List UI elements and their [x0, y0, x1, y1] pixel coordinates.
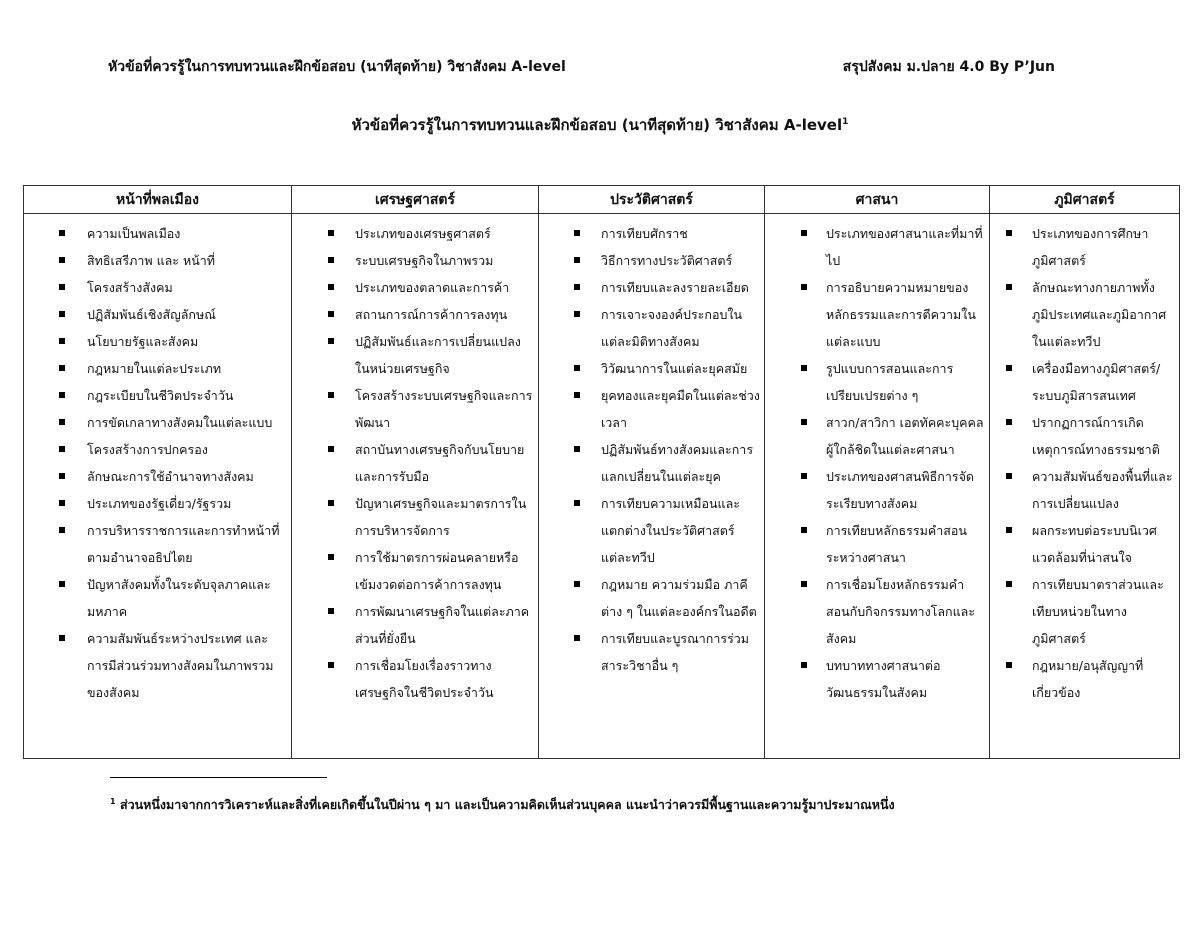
list-item: [765, 463, 985, 517]
list-item-text: การเทียบความเหมือนและแตกต่างในประวัติศาสตร์แต่ละทวีป: [601, 496, 740, 565]
list-item-text: ผลกระทบต่อระบบนิเวศแวดล้อมที่น่าสนใจ: [1032, 523, 1157, 565]
list-item: [24, 355, 287, 382]
list-item: [539, 220, 760, 247]
bullet-icon: [59, 527, 65, 533]
list-item: [539, 625, 760, 679]
list-item: [539, 301, 760, 355]
list-item: [292, 301, 534, 328]
bullet-icon: [1006, 527, 1012, 533]
list-item: [990, 220, 1175, 274]
list-item-text: การเชื่อมโยงหลักธรรมคำสอนกับกิจกรรมทางโลกและสังคม: [826, 577, 976, 646]
running-header-right: สรุปสังคม ม.ปลาย 4.0 By P’Jun: [842, 59, 1055, 75]
list-item-text: การบริหารราชการและการทำหน้าที่ตามอำนาจอธิปไตย: [87, 523, 280, 565]
list-item-text: ลักษณะการใช้อำนาจทางสังคม: [87, 469, 254, 484]
bullet-icon: [59, 365, 65, 371]
bullet-icon: [328, 446, 334, 452]
list-item: [765, 274, 985, 355]
list-item-text: นโยบายรัฐและสังคม: [87, 334, 199, 349]
list-item: [765, 355, 985, 409]
list-item-text: การอธิบายความหมายของหลักธรรมและการตีความในแต่ละแบบ: [826, 280, 976, 349]
bullet-icon: [328, 338, 334, 344]
document-title-text: หัวข้อที่ควรรู้ในการทบทวนและฝึกข้อสอบ (นาทีสุดท้าย) วิชาสังคม A-level: [351, 116, 843, 134]
list-item-text: ประเภทของศาสนาและที่มาที่ไป: [826, 226, 983, 268]
bullet-icon: [1006, 419, 1012, 425]
list-item-text: ปัญหาเศรษฐกิจและมาตรการในการบริหารจัดการ: [355, 496, 527, 538]
bullet-icon: [328, 662, 334, 668]
list-item-text: การเทียบและบูรณาการร่วมสาระวิชาอื่น ๆ: [601, 631, 750, 673]
list-item: [24, 274, 287, 301]
bullet-icon: [59, 311, 65, 317]
list-item-text: โครงสร้างการปกครอง: [87, 442, 208, 457]
list-item: [24, 625, 287, 706]
bullet-icon: [328, 500, 334, 506]
list-item: [24, 517, 287, 571]
list-item: [990, 274, 1175, 355]
list-item-text: ปฏิสัมพันธ์ทางสังคมและการแลกเปลี่ยนในแต่ละยุค: [601, 442, 754, 484]
running-header-left: หัวข้อที่ควรรู้ในการทบทวนและฝึกข้อสอบ (นาทีสุดท้าย) วิชาสังคม A-level: [108, 59, 566, 75]
bullet-icon: [574, 230, 580, 236]
list-item-text: วิวัฒนาการในแต่ละยุคสมัย: [601, 361, 748, 376]
list-item-text: การใช้มาตรการผ่อนคลายหรือเข้มงวดต่อการค้าการลงทุน: [355, 550, 519, 592]
table-header-row: [24, 186, 1180, 214]
topic-list-economics: [292, 220, 534, 706]
column-header-geography: ภูมิศาสตร์: [990, 186, 1180, 214]
list-item-text: โครงสร้างระบบเศรษฐกิจและการพัฒนา: [355, 388, 533, 430]
list-item: [292, 328, 534, 382]
list-item: [539, 382, 760, 436]
column-cell-civics: [24, 214, 292, 759]
table-body-row: [24, 214, 1180, 759]
list-item: [292, 247, 534, 274]
bullet-icon: [1006, 662, 1012, 668]
list-item-text: ปัญหาสังคมทั้งในระดับจุลภาคและมหภาค: [87, 577, 271, 619]
list-item: [765, 571, 985, 652]
bullet-icon: [801, 473, 807, 479]
list-item: [292, 652, 534, 706]
bullet-icon: [59, 473, 65, 479]
list-item: [24, 463, 287, 490]
list-item: [539, 571, 760, 625]
list-item-text: การพัฒนาเศรษฐกิจในแต่ละภาคส่วนที่ยั่งยืน: [355, 604, 530, 646]
column-cell-geography: [990, 214, 1180, 759]
list-item-text: ปรากฏการณ์การเกิดเหตุการณ์ทางธรรมชาติ: [1032, 415, 1160, 457]
list-item: [765, 409, 985, 463]
list-item-text: โครงสร้างสังคม: [87, 280, 173, 295]
bullet-icon: [328, 311, 334, 317]
bullet-icon: [59, 500, 65, 506]
bullet-icon: [574, 392, 580, 398]
column-cell-religion: [765, 214, 990, 759]
list-item: [292, 274, 534, 301]
list-item-text: สถานการณ์การค้าการลงทุน: [355, 307, 508, 322]
bullet-icon: [59, 446, 65, 452]
list-item: [765, 517, 985, 571]
bullet-icon: [328, 284, 334, 290]
list-item: [292, 436, 534, 490]
bullet-icon: [1006, 365, 1012, 371]
bullet-icon: [59, 284, 65, 290]
topic-list-history: [539, 220, 760, 679]
column-header-economics: เศรษฐศาสตร์: [292, 186, 539, 214]
column-header-religion: ศาสนา: [765, 186, 990, 214]
list-item-text: การเชื่อมโยงเรื่องราวทางเศรษฐกิจในชีวิตประจำวัน: [355, 658, 494, 700]
bullet-icon: [59, 338, 65, 344]
column-cell-history: [539, 214, 765, 759]
list-item-text: การเทียบมาตราส่วนและเทียบหน่วยในทางภูมิศาสตร์: [1032, 577, 1164, 646]
topic-list-civics: [24, 220, 287, 706]
bullet-icon: [1006, 284, 1012, 290]
list-item-text: ความเป็นพลเมือง: [87, 226, 181, 241]
bullet-icon: [574, 257, 580, 263]
list-item-text: ยุคทองและยุคมืดในแต่ละช่วงเวลา: [601, 388, 760, 430]
list-item-text: สถาบันทางเศรษฐกิจกับนโยบายและการรับมือ: [355, 442, 525, 484]
list-item-text: กฎระเบียบในชีวิตประจำวัน: [87, 388, 234, 403]
list-item: [990, 571, 1175, 652]
list-item-text: ประเภทของศาสนพิธีการจัดระเรียบทางสังคม: [826, 469, 975, 511]
bullet-icon: [574, 284, 580, 290]
list-item-text: เครื่องมือทางภูมิศาสตร์/ระบบภูมิสารสนเทศ: [1032, 361, 1161, 403]
list-item-text: กฎหมายในแต่ละประเภท: [87, 361, 222, 376]
list-item-text: ปฏิสัมพันธ์เชิงสัญลักษณ์: [87, 307, 216, 322]
list-item: [539, 436, 760, 490]
column-cell-economics: [292, 214, 539, 759]
list-item: [292, 220, 534, 247]
list-item: [292, 598, 534, 652]
list-item-text: ความสัมพันธ์ของพื้นที่และการเปลี่ยนแปลง: [1032, 469, 1173, 511]
bullet-icon: [328, 554, 334, 560]
footnote-mark: 1: [110, 796, 116, 806]
footnote: [110, 795, 895, 815]
list-item-text: การเทียบศักราช: [601, 226, 688, 241]
topics-table: [23, 185, 1180, 759]
list-item-text: การเจาะจงองค์ประกอบในแต่ละมิติทางสังคม: [601, 307, 743, 349]
topic-list-geography: [990, 220, 1175, 706]
bullet-icon: [574, 581, 580, 587]
bullet-icon: [59, 392, 65, 398]
bullet-icon: [59, 419, 65, 425]
bullet-icon: [801, 365, 807, 371]
list-item: [24, 490, 287, 517]
bullet-icon: [801, 581, 807, 587]
list-item-text: ประเภทของการศึกษาภูมิศาสตร์: [1032, 226, 1149, 268]
footnote-text: ส่วนหนึ่งมาจากการวิเคราะห์และสิ่งที่เคยเกิดขึ้นในปีผ่าน ๆ มา และเป็นความคิดเห็นส่วนบุคคล แนะนำว่าควรมีพื้นฐานและความรู้มาประมาณหนึ่ง: [119, 797, 895, 812]
bullet-icon: [1006, 230, 1012, 236]
column-header-civics: หน้าที่พลเมือง: [24, 186, 292, 214]
bullet-icon: [801, 230, 807, 236]
list-item: [24, 220, 287, 247]
list-item-text: ประเภทของเศรษฐศาสตร์: [355, 226, 491, 241]
list-item-text: รูปแบบการสอนและการเปรียบเปรยต่าง ๆ: [826, 361, 954, 403]
list-item: [24, 247, 287, 274]
list-item-text: ลักษณะทางกายภาพทั้งภูมิประเทศและภูมิอากาศในแต่ละทวีป: [1032, 280, 1167, 349]
topic-list-religion: [765, 220, 985, 706]
bullet-icon: [574, 365, 580, 371]
list-item: [539, 274, 760, 301]
bullet-icon: [328, 257, 334, 263]
bullet-icon: [328, 230, 334, 236]
bullet-icon: [574, 500, 580, 506]
list-item-text: ประเภทของตลาดและการค้า: [355, 280, 510, 295]
footnote-divider: [110, 777, 327, 778]
list-item-text: การเทียบและลงรายละเอียด: [601, 280, 749, 295]
list-item: [539, 490, 760, 571]
list-item-text: กฎหมาย ความร่วมมือ ภาคีต่าง ๆ ในแต่ละองค์กรในอดีต: [601, 577, 757, 619]
bullet-icon: [801, 419, 807, 425]
list-item: [24, 436, 287, 463]
list-item: [292, 382, 534, 436]
list-item-text: วิธีการทางประวัติศาสตร์: [601, 253, 733, 268]
list-item: [24, 382, 287, 409]
bullet-icon: [59, 230, 65, 236]
bullet-icon: [574, 635, 580, 641]
list-item-text: สิทธิเสรีภาพ และ หน้าที่: [87, 253, 216, 268]
list-item-text: สาวก/สาวิกา เอตทัคคะบุคคลผู้ใกล้ชิดในแต่ละศาสนา: [826, 415, 984, 457]
bullet-icon: [59, 635, 65, 641]
title-footnote-mark: 1: [842, 117, 849, 127]
list-item: [539, 247, 760, 274]
list-item: [990, 652, 1175, 706]
bullet-icon: [574, 311, 580, 317]
list-item-text: ประเภทของรัฐเดี่ยว/รัฐรวม: [87, 496, 232, 511]
list-item: [765, 652, 985, 706]
list-item-text: ความสัมพันธ์ระหว่างประเทศ และการมีส่วนร่วมทางสังคมในภาพรวมของสังคม: [87, 631, 274, 700]
list-item-text: ระบบเศรษฐกิจในภาพรวม: [355, 253, 494, 268]
bullet-icon: [801, 662, 807, 668]
list-item-text: ปฏิสัมพันธ์และการเปลี่ยนแปลงในหน่วยเศรษฐกิจ: [355, 334, 521, 376]
bullet-icon: [1006, 473, 1012, 479]
list-item: [24, 409, 287, 436]
bullet-icon: [59, 581, 65, 587]
bullet-icon: [59, 257, 65, 263]
column-header-history: ประวัติศาสตร์: [539, 186, 765, 214]
document-title: [0, 113, 1200, 137]
list-item-text: การเทียบหลักธรรมคำสอนระหว่างศาสนา: [826, 523, 967, 565]
list-item: [765, 220, 985, 274]
list-item: [292, 490, 534, 544]
bullet-icon: [1006, 581, 1012, 587]
list-item-text: การขัดเกลาทางสังคมในแต่ละแบบ: [87, 415, 273, 430]
bullet-icon: [801, 527, 807, 533]
list-item: [990, 463, 1175, 517]
list-item-text: บทบาททางศาสนาต่อวัฒนธรรมในสังคม: [826, 658, 941, 700]
list-item: [292, 544, 534, 598]
list-item: [990, 355, 1175, 409]
list-item: [990, 517, 1175, 571]
list-item: [539, 355, 760, 382]
bullet-icon: [328, 392, 334, 398]
bullet-icon: [328, 608, 334, 614]
list-item: [24, 301, 287, 328]
list-item: [24, 328, 287, 355]
list-item-text: กฎหมาย/อนุสัญญาที่เกี่ยวข้อง: [1032, 658, 1144, 700]
list-item: [24, 571, 287, 625]
bullet-icon: [801, 284, 807, 290]
bullet-icon: [574, 446, 580, 452]
list-item: [990, 409, 1175, 463]
